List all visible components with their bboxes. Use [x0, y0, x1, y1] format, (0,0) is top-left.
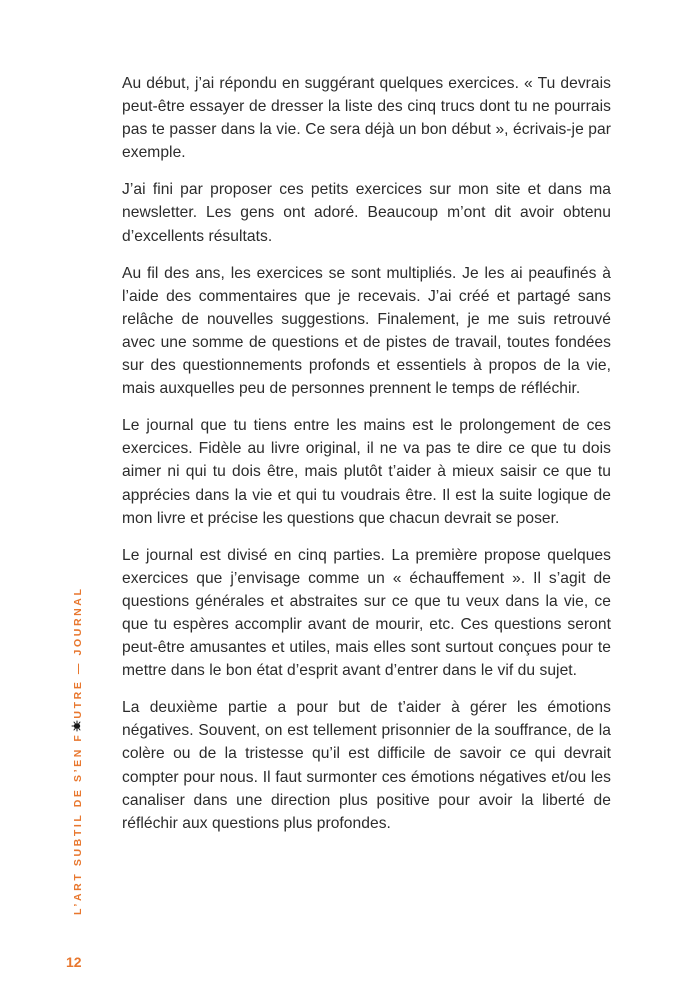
- spine-title-end: UTRE — JOURNAL: [72, 586, 84, 719]
- paragraph-5: Le journal est divisé en cinq parties. La première propose quelques exercices que j’envisage comme un « échauffement ». Il s’agit de questions générales et abstraites sur ce que tu veux dans la vie, ce que tu espères accomplir avant de mourir, etc. Ces questions seront peut-être amusantes et utiles, mais elles sont surtout conçues pour te mettre dans le bon état d’esprit avant d’entrer dans le vif du sujet.: [122, 546, 611, 680]
- spine-title-start: L’ART SUBTIL DE S’EN F: [72, 732, 84, 915]
- bug-icon: [71, 720, 83, 732]
- body-text: [122, 72, 611, 849]
- paragraph-3: Au fil des ans, les exercices se sont multipliés. Je les ai peaufinés à l’aide des commentaires que je recevais. J’ai créé et partagé sans relâche de nouvelles suggestions. Finalement, je me suis retrouvé avec une somme de questions et de pistes de travail, toutes fondées sur des questionnements profonds et essentiels à propos de la vie, mais auxquelles peu de personnes prennent le temps de réfléchir.: [122, 264, 611, 398]
- paragraph-4: Le journal que tu tiens entre les mains est le prolongement de ces exercices. Fidèle au livre original, il ne va pas te dire ce que tu dois aimer ni qui tu dois être, mais plutôt t’aider à mieux saisir ce que tu apprécies dans la vie et qui tu voudrais être. Il est la suite logique de mon livre et précise les questions que chacun devrait se poser.: [122, 417, 611, 527]
- spine-running-title: [71, 586, 84, 915]
- paragraph-1: Au début, j’ai répondu en suggérant quelques exercices. « Tu devrais peut-être essayer de dresser la liste des cinq trucs dont tu ne pourrais pas te passer dans la vie. Ce sera déjà un bon début », écrivais-je par exemple.: [122, 75, 611, 162]
- page-number: 12: [66, 954, 82, 970]
- paragraph-2: J’ai fini par proposer ces petits exercices sur mon site et dans ma newsletter. Les gens ont adoré. Beaucoup m’ont dit avoir obtenu d’excellents résultats.: [122, 181, 611, 245]
- paragraph-6: La deuxième partie a pour but de t’aider à gérer les émotions négatives. Souvent, on est tellement prisonnier de la souffrance, de la colère ou de la tristesse qu’il est difficile de savoir ce qui devrait compter pour nous. Il faut surmonter ces émotions négatives et/ou les canaliser dans une direction plus positive pour avoir la liberté de réfléchir aux questions plus profondes.: [122, 699, 611, 832]
